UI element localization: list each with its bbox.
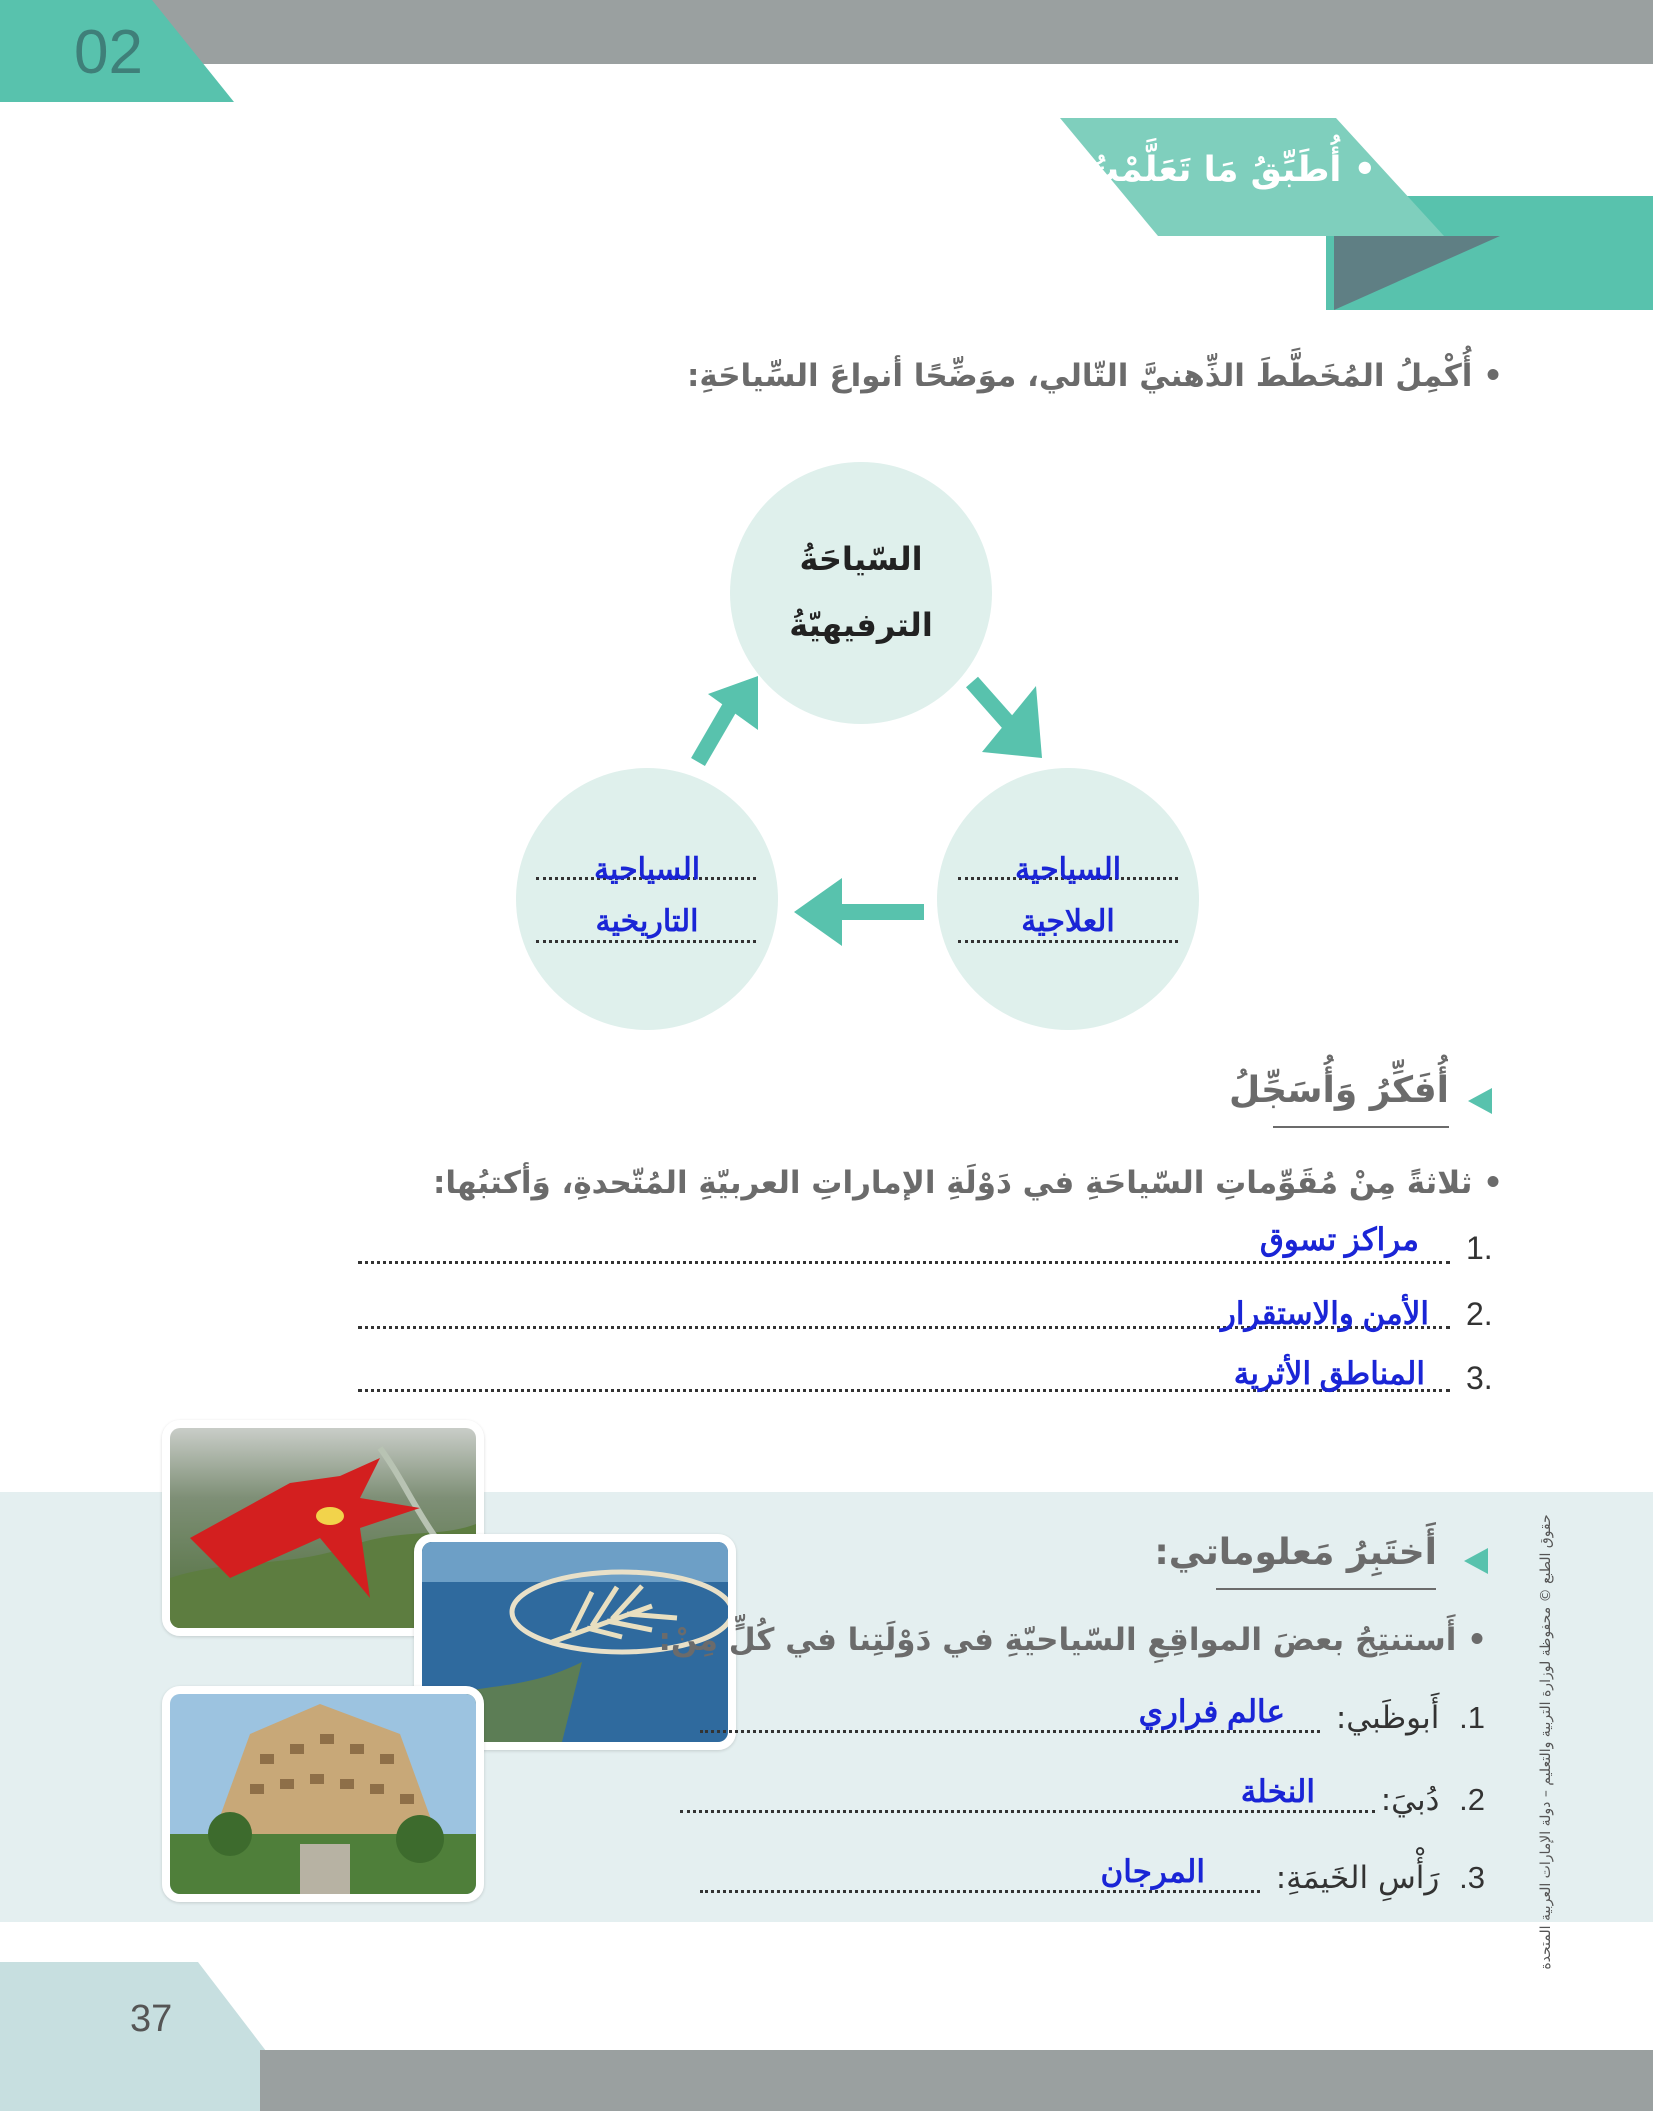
left-node-circle — [516, 768, 778, 1030]
think-item-3-number: 3. — [1466, 1360, 1493, 1396]
apply-banner-graphic — [1060, 118, 1653, 312]
test-item-1-label — [1336, 1700, 1485, 1736]
right-node-answer-line1: السياحية — [1014, 853, 1122, 886]
test-item-3-number: 3. — [1459, 1860, 1485, 1895]
think-instruction-text: ثلاثةً مِنْ مُقَوِّماتِ السّياحَةِ في دَوْلَةِ الإماراتِ العربيّةِ المُتّحدةِ، وَأكتبُها: — [433, 1165, 1473, 1201]
apply-section-title: • أُطَبِّقُ مَا تَعَلَّمْتُ — [1083, 150, 1376, 190]
test-item-3-answer: المرجان — [1100, 1854, 1205, 1889]
right-node-circle — [937, 768, 1199, 1030]
bullet-dot: • — [1456, 1622, 1487, 1658]
bullet-dot: • — [1472, 358, 1503, 394]
think-item-2-answer: الأمن والاستقرار — [1220, 1296, 1429, 1331]
top-node-line1: السّياحَةُ — [799, 540, 923, 578]
test-section-marker-icon — [1462, 1548, 1490, 1574]
test-item-2-number: 2. — [1459, 1782, 1485, 1817]
think-section-marker-icon — [1466, 1088, 1494, 1114]
right-node-line2-dots — [958, 940, 1178, 943]
right-node-answer-line2: العلاجية — [1021, 905, 1115, 938]
think-item-1-number: 1. — [1466, 1230, 1493, 1266]
arrow-top-to-right — [962, 672, 1052, 772]
test-item-3-dots — [700, 1890, 1260, 1893]
test-item-2-label — [1381, 1782, 1485, 1818]
page-number: 37 — [130, 1998, 173, 2040]
bullet-dot: • — [1472, 1165, 1503, 1201]
think-item-1-answer: مراكز تسوق — [1259, 1222, 1419, 1257]
footer-gray-bar — [260, 2050, 1653, 2111]
left-node-answer-line1: السياحية — [593, 853, 701, 886]
think-title-underline — [1273, 1126, 1449, 1128]
copyright-side-note: حقوق الطبع © محفوظة لوزارة التربية والتعليم – دولة الإمارات العربية المتحدة — [1538, 1514, 1554, 1970]
test-item-1-answer: عالم فراري — [1138, 1694, 1285, 1729]
mindmap-instruction — [687, 358, 1503, 394]
think-section-title: أُفَكِّرُ وَأُسَجِّلُ — [1229, 1070, 1449, 1111]
rak-resort-photo — [162, 1686, 484, 1902]
think-item-2-number: 2. — [1466, 1296, 1493, 1332]
test-item-3-label — [1276, 1860, 1485, 1896]
test-title-underline — [1216, 1588, 1436, 1590]
arrow-right-to-left — [790, 866, 930, 946]
chapter-number: 02 — [74, 18, 143, 87]
test-item-1-dots — [700, 1730, 1320, 1733]
arrow-left-to-top — [680, 672, 770, 772]
test-item-1-number: 1. — [1459, 1700, 1485, 1735]
test-instruction — [658, 1622, 1487, 1658]
mindmap-instruction-text: أُكْمِلُ المُخَطَّطَ الذِّهنيَّ التّالي، موَضِّحًا أنواعَ السِّياحَةِ: — [687, 358, 1473, 394]
top-node-line2: الترفيهيّةُ — [789, 606, 933, 644]
left-node-line2-dots — [536, 940, 756, 943]
test-item-2-answer: النخلة — [1240, 1774, 1315, 1809]
left-node-answer-line2: التاريخية — [595, 905, 699, 938]
think-item-3-answer: المناطق الأثرية — [1233, 1356, 1425, 1391]
think-instruction — [433, 1165, 1503, 1201]
test-section-title: أَختَبِرُ مَعلوماتي: — [1154, 1532, 1437, 1573]
top-gray-bar — [0, 0, 1653, 64]
test-item-3-place: رَأْسِ الخَيمَةِ: — [1275, 1860, 1440, 1896]
think-item-1-dots — [358, 1261, 1450, 1264]
test-item-2-dots — [680, 1810, 1375, 1813]
test-item-1-place: أَبوظَبي: — [1335, 1700, 1440, 1736]
test-instruction-text: أَستنتِجُ بعضَ المواقِعِ السّياحيّةِ في دَوْلَتِنا في كُلٍّ مِنْ: — [658, 1622, 1457, 1658]
test-item-2-place: دُبيَ: — [1380, 1782, 1440, 1818]
